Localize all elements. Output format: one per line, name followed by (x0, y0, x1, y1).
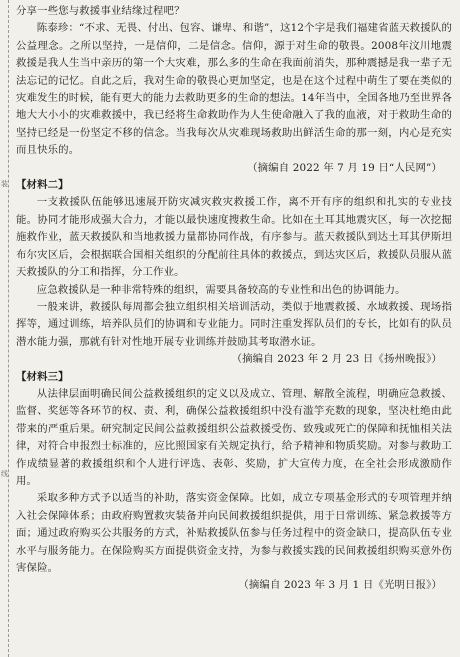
material-two (16, 177, 452, 368)
binding-mark-top: 装 (1, 180, 8, 188)
material-three-paragraph-1: 从法律层面明确民间公益救援组织的定义以及成立、管理、解散全流程，明确应急救援、监督、奖惩等各环节的权、责、利，确保公益救援组织中没有滥竽充数的现象，坚决杜绝由此带来的严重后果。研究制定民间公益救援组织公益救援受伤、致残或死亡的保障和抚恤相关法律，对符合申报烈士标准的，应比照国家有关规定执行，给予精神和物质奖励。对参与救助工作成绩显著的救援组织和个人进行评选、表彰、奖励，扩大宣传力度，在全社会形成激励作用。 (16, 387, 452, 487)
article-body (16, 3, 452, 595)
material-three-heading: 【材料三】 (16, 370, 69, 383)
material-two-paragraph-1: 一支救援队伍能够迅速展开防灾减灾救灾救援工作，离不开有序的组织和扎实的专业技能。协同才能形成强大合力，才能以最快速度搜救生命。比如在土耳其地震灾区，每一次挖掘施救作业，蓝天救援队和当地救援力量都协同作战，有序参与。蓝天救援队到达土耳其伊斯坦布尔灾区后，会根据联合国相关组织的分配前往具体的救援点，到达灾区后，救援队员服从蓝天救援队的分工和指挥，分工作业。 (16, 196, 452, 279)
material-two-paragraph-2: 应急救援队是一种非常特殊的组织，需要具备较高的专业性和出色的协调能力。 (36, 283, 406, 296)
material-three-paragraph-2: 采取多种方式予以适当的补助，落实资金保障。比如，成立专项基金形式的专项管理并纳入社会保障体系；由政府购置救灾装备并向民间救援组织提供，用于日常训练、紧急救援等方面；通过政府购买公共服务的方式，补贴救援队伍参与任务过程中的资金缺口，提高队伍专业水平与服务能力。在保险购买方面提供资金支持，为参与救援实践的民间救援组织购买意外伤害保险。 (16, 492, 452, 574)
material-two-source: （摘编自 2023 年 2 月 23 日《扬州晚报》） (231, 353, 442, 366)
material-one-intro: 分享一些您与救援事业结缘过程吧？ (16, 5, 185, 17)
binding-mark-bottom: 线 (1, 470, 8, 478)
binding-line (0, 0, 9, 657)
material-two-paragraph-3: 一般来讲，救援队每周都会独立组织相关培训活动，类似于地震救援、水域救援、现场指挥等，通过训练，培养队员们的协调和专业能力。同时注重发挥队员们的专长，比如有的队员潜水能力强，那就有针对性地开展专业训练并鼓励其考取潜水证。 (16, 300, 452, 348)
material-two-heading: 【材料二】 (16, 179, 69, 192)
material-one (16, 3, 452, 177)
material-three (16, 369, 452, 595)
material-three-source: （摘编自 2023 年 3 月 1 日《光明日报》） (238, 579, 442, 592)
material-one-body: 陈泰珍：“不求、无畏、付出、包容、谦卑、和谐”，这12个字是我们福建省蓝天救援队的公益理念。之所以坚持，一是信仰，二是信念。信仰，源于对生命的敬畏。2008年汶川地震救援是我人生当中亲历的第一个大灾难，那么多的生命在我面前消失，那种震撼是我一辈子无法忘记的记忆。自此之后，我对生命的敬畏心更加坚定，也是在这个过程中萌生了要在类似的灾难发生的时候，能有更大的能力去救助更多的生命的想法。14年当中，全国各地乃至世界各地大大小小的灾难救援中，我已经将生命救助作为人生使命融入了我的血液，对于救助生命的坚持已经是一份坚定不移的信念。当我每次从灾难现场救助出鲜活生命的那一刻，内心是充实而且快乐的。 (16, 22, 452, 157)
material-one-source: （摘编自 2022 年 7 月 19 日“人民网”） (247, 161, 442, 174)
